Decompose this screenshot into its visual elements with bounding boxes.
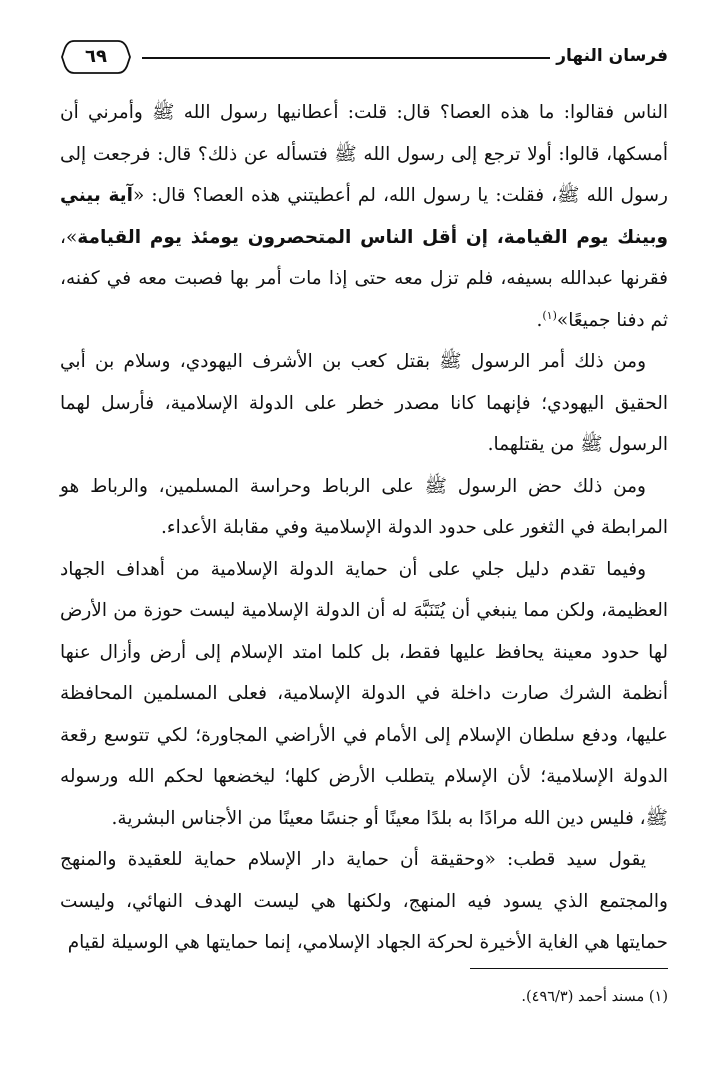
paragraph <box>60 92 668 341</box>
page-header <box>60 38 668 82</box>
page-number-badge <box>60 38 132 76</box>
footnote-ref: (١) <box>542 308 557 322</box>
paragraph <box>60 839 668 964</box>
paragraph <box>60 549 668 840</box>
text-run: ومن ذلك أمر الرسول ﷺ بقتل كعب بن الأشرف اليهودي، وسلام بن أبي الحقيق اليهودي؛ فإنهما كانا مصدر خطر على الدولة الإسلامية، فأرسل لهما الرسول ﷺ من يقتلهما. <box>60 351 668 455</box>
text-run: وفيما تقدم دليل جلي على أن حماية الدولة الإسلامية من أهداف الجهاد العظيمة، ولكن مما ينبغي أن يُتَنَبَّهَ له أن الدولة الإسلامية ليست حوزة من الأرض لها حدود معينة يحافظ عليها فقط، بل كلما امتد الإسلام إلى أرض وأزال عنها أنظمة الشرك صارت داخلة في الدولة الإسلامية، فعلى المسلمين المحافظة عليها، ودفع سلطان الإسلام إلى الأمام في الأراضي المجاورة؛ لكي تتوسع رقعة الدولة الإسلامية؛ لأن الإسلام يتطلب الأرض كلها؛ ليخضعها لحكم الله ورسوله ﷺ، فليس دين الله مرادًا به بلدًا معينًا أو جنسًا معينًا من الأجناس البشرية. <box>60 558 668 829</box>
body-text <box>60 92 668 964</box>
text-run: . <box>536 309 543 331</box>
text-run: الناس فقالوا: ما هذه العصا؟ قال: قلت: أعطانيها رسول الله ﷺ وأمرني أن أمسكها، قالوا: أولا ترجع إلى رسول الله ﷺ فتسأله عن ذلك؟ قال: فرجعت إلى رسول الله ﷺ، فقلت: يا رسول الله، لم أعطيتني هذه العصا؟ قال: « <box>60 102 668 206</box>
paragraph <box>60 341 668 466</box>
header-rule <box>142 57 550 59</box>
running-title: فرسان النهار <box>556 46 668 66</box>
hadith-quote: آية بيني وبينك يوم القيامة، إن أقل الناس المتحصرون يومئذ يوم القيامة <box>60 185 668 248</box>
paragraph <box>60 466 668 549</box>
footnote-separator <box>470 968 668 969</box>
footnote: (١) مسند أحمد (٤٩٦/٣). <box>521 989 668 1005</box>
page-number: ٦٩ <box>85 46 107 67</box>
text-run: ومن ذلك حض الرسول ﷺ على الرباط وحراسة المسلمين، والرباط هو المرابطة في الثغور على حدود الدولة الإسلامية وفي مقابلة الأعداء. <box>60 475 668 538</box>
text-run: يقول سيد قطب: «وحقيقة أن حماية دار الإسلام حماية للعقيدة والمنهج والمجتمع الذي يسود فيه المنهج، ولكنها هي ليست الهدف النهائي، وليست حمايتها هي الغاية الأخيرة لحركة الجهاد الإسلامي، إنما حمايتها هي الوسيلة لقيام <box>60 849 668 953</box>
text-run: »، فقرنها عبدالله بسيفه، فلم تزل معه حتى إذا مات أمر بها فصبت معه في كفنه، ثم دفنا جميعًا» <box>60 226 668 331</box>
